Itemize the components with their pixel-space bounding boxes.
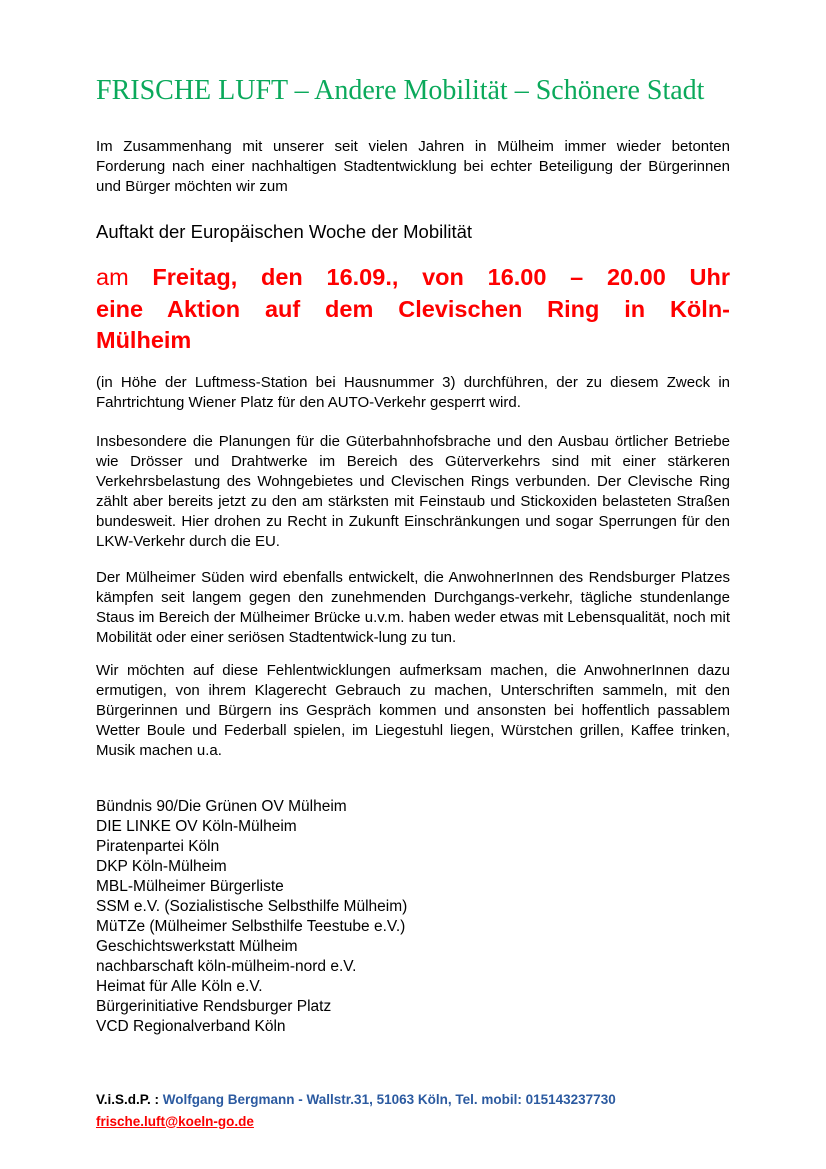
org-list-item: VCD Regionalverband Köln — [96, 1017, 286, 1035]
call-to-action-paragraph: Wir möchten auf diese Fehlentwicklungen aufmerksam machen, die AnwohnerInnen dazu ermutigen, von ihrem Klagerecht Gebrauch zu machen, Unterschriften sammeln, mit den Bürgerinnen und Bürgern ins Gespräch kommen und ansonsten bei hoffentlich passablem Wetter Boule und Federball spielen, im Liegestuhl liegen, Würstchen grillen, Kaffee trinken, Musik machen u.a. — [96, 661, 730, 759]
announcement-line-1 — [96, 262, 730, 294]
org-list-item: Piratenpartei Köln — [96, 837, 220, 855]
org-list-item: DIE LINKE OV Köln-Mülheim — [96, 817, 297, 835]
org-list-item: nachbarschaft köln-mülheim-nord e.V. — [96, 957, 357, 975]
footer-email-line — [96, 1111, 730, 1133]
subheading-mobility-week: Auftakt der Europäischen Woche der Mobilität — [96, 221, 473, 242]
event-announcement — [96, 262, 730, 357]
org-list-item: Heimat für Alle Köln e.V. — [96, 977, 263, 995]
page-title: FRISCHE LUFT – Andere Mobilität – Schönere Stadt — [96, 75, 705, 106]
visdp-label: V.i.S.d.P. : — [96, 1091, 160, 1107]
location-paragraph: (in Höhe der Luftmess-Station bei Hausnummer 3) durchführen, der zu diesem Zweck in Fahrtrichtung Wiener Platz für den AUTO-Verkehr gesperrt wird. — [96, 373, 730, 411]
supporting-organizations-list — [96, 797, 730, 1037]
org-list-item: Geschichtswerkstatt Mülheim — [96, 937, 298, 955]
announcement-line-2: eine Aktion auf dem Clevischen Ring in Köln- — [96, 295, 730, 322]
traffic-load-paragraph: Insbesondere die Planungen für die Güterbahnhofsbrache und den Ausbau örtlicher Betriebe wie Drösser und Drahtwerke im Bereich des Güterverkehrs sind mit einer stärkeren Verkehrsbelastung des Wohngebietes und Clevischen Rings verbunden. Der Clevische Ring zählt aber bereits jetzt zu den am stärksten mit Feinstaub und Stickoxiden belasteten Straßen bundesweit. Hier drohen zu Recht in Zukunft Einschränkungen und sogar Sperrungen für den LKW-Verkehr durch die EU. — [96, 432, 730, 550]
contact-info: Wolfgang Bergmann - Wallstr.31, 51063 Köln, Tel. mobil: 015143237730 — [162, 1091, 616, 1107]
email-link[interactable]: frische.luft@koeln-go.de — [96, 1113, 254, 1129]
org-list-item: SSM e.V. (Sozialistische Selbsthilfe Mülheim) — [96, 897, 408, 915]
footer — [96, 1089, 730, 1133]
org-list-item: Bündnis 90/Die Grünen OV Mülheim — [96, 797, 347, 815]
intro-paragraph: Im Zusammenhang mit unserer seit vielen Jahren in Mülheim immer wieder betonten Forderung nach einer nachhaltigen Stadtentwicklung bei echter Beteiligung der Bürgerinnen und Bürger möchten wir zum — [96, 138, 730, 195]
org-list-item: Bürgerinitiative Rendsburger Platz — [96, 997, 332, 1015]
muelheim-south-paragraph: Der Mülheimer Süden wird ebenfalls entwickelt, die AnwohnerInnen des Rendsburger Platzes kämpfen seit langem gegen den zunehmenden Durchgangs-verkehr, tägliche stundenlange Staus im Bereich der Mülheimer Brücke u.v.m. haben weder etwas mit Lebensqualität, noch mit Mobilität oder einer seriösen Stadtentwick-lung zu tun. — [96, 568, 730, 646]
announcement-date-time: Freitag, den 16.09., von 16.00 – 20.00 Uhr — [152, 264, 730, 290]
announcement-line-3: Mülheim — [96, 327, 192, 353]
org-list-item: DKP Köln-Mülheim — [96, 857, 227, 875]
org-list-item: MBL-Mülheimer Bürgerliste — [96, 877, 284, 895]
org-list-item: MüTZe (Mülheimer Selbsthilfe Teestube e.V.) — [96, 917, 406, 935]
footer-contact-line — [96, 1089, 730, 1111]
announcement-prefix: am — [96, 264, 129, 290]
